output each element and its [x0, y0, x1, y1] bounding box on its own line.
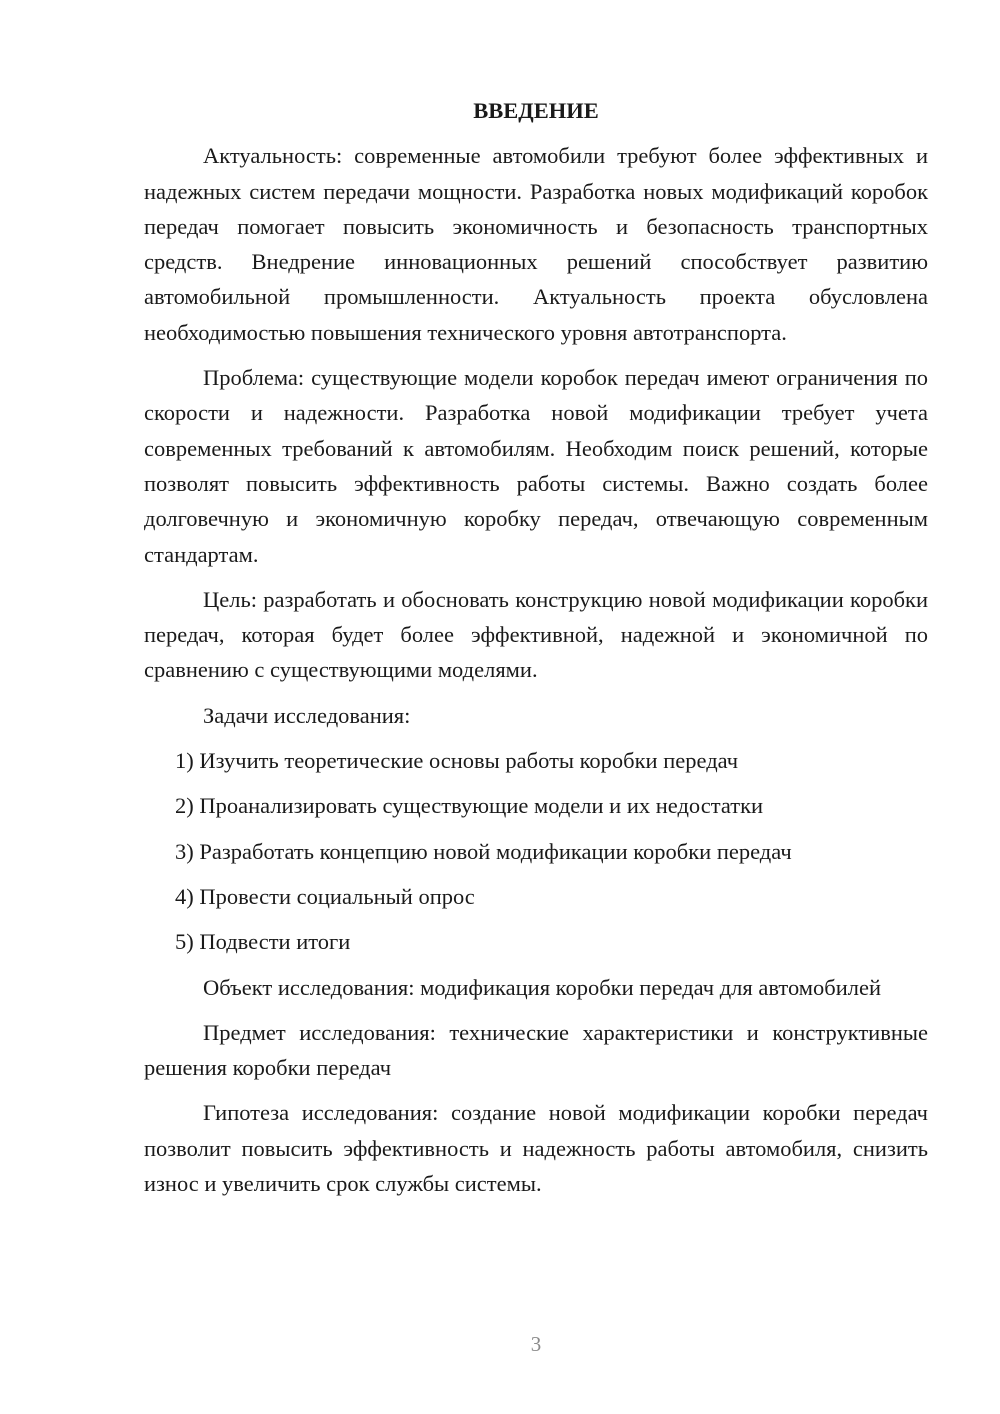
task-item: 3) Разработать концепцию новой модификации коробки передач: [175, 838, 792, 864]
task-item: 4) Провести социальный опрос: [175, 883, 475, 909]
page-number: 3: [530, 1332, 542, 1356]
object-paragraph: Объект исследования: модификация коробки передач для автомобилей: [203, 974, 881, 1000]
relevance-paragraph: Актуальность: современные автомобили требуют более эффективных и надежных систем передачи мощности. Разработка новых модификаций коробок передач помогает повысить экономичность и безопасность транспортных средств. Внедрение инновационных решений способствует развитию автомобильной промышленности. Актуальность проекта обусловлена необходимостью повышения технического уровня автотранспорта.: [144, 143, 928, 345]
goal-paragraph: Цель: разработать и обосновать конструкцию новой модификации коробки передач, которая будет более эффективной, надежной и экономичной по сравнению с существующими моделями.: [144, 586, 928, 683]
subject-paragraph: Предмет исследования: технические характеристики и конструктивные решения коробки передач: [144, 1019, 928, 1081]
task-item: 5) Подвести итоги: [175, 929, 351, 955]
task-item: 1) Изучить теоретические основы работы коробки передач: [175, 748, 739, 774]
hypothesis-paragraph: Гипотеза исследования: создание новой модификации коробки передач позволит повысить эффективность и надежность работы автомобиля, снизить износ и увеличить срок службы системы.: [144, 1100, 928, 1197]
tasks-list: [144, 743, 928, 959]
tasks-heading: Задачи исследования:: [203, 702, 411, 728]
section-title: ВВЕДЕНИЕ: [473, 98, 599, 123]
page-content: [144, 93, 928, 1211]
task-item: 2) Проанализировать существующие модели и их недостатки: [175, 793, 764, 819]
problem-paragraph: Проблема: существующие модели коробок передач имеют ограничения по скорости и надежности. Разработка новой модификации требует учета современных требований к автомобилям. Необходим поиск решений, которые позволят повысить эффективность работы системы. Важно создать более долговечную и экономичную коробку передач, отвечающую современным стандартам.: [144, 365, 928, 567]
